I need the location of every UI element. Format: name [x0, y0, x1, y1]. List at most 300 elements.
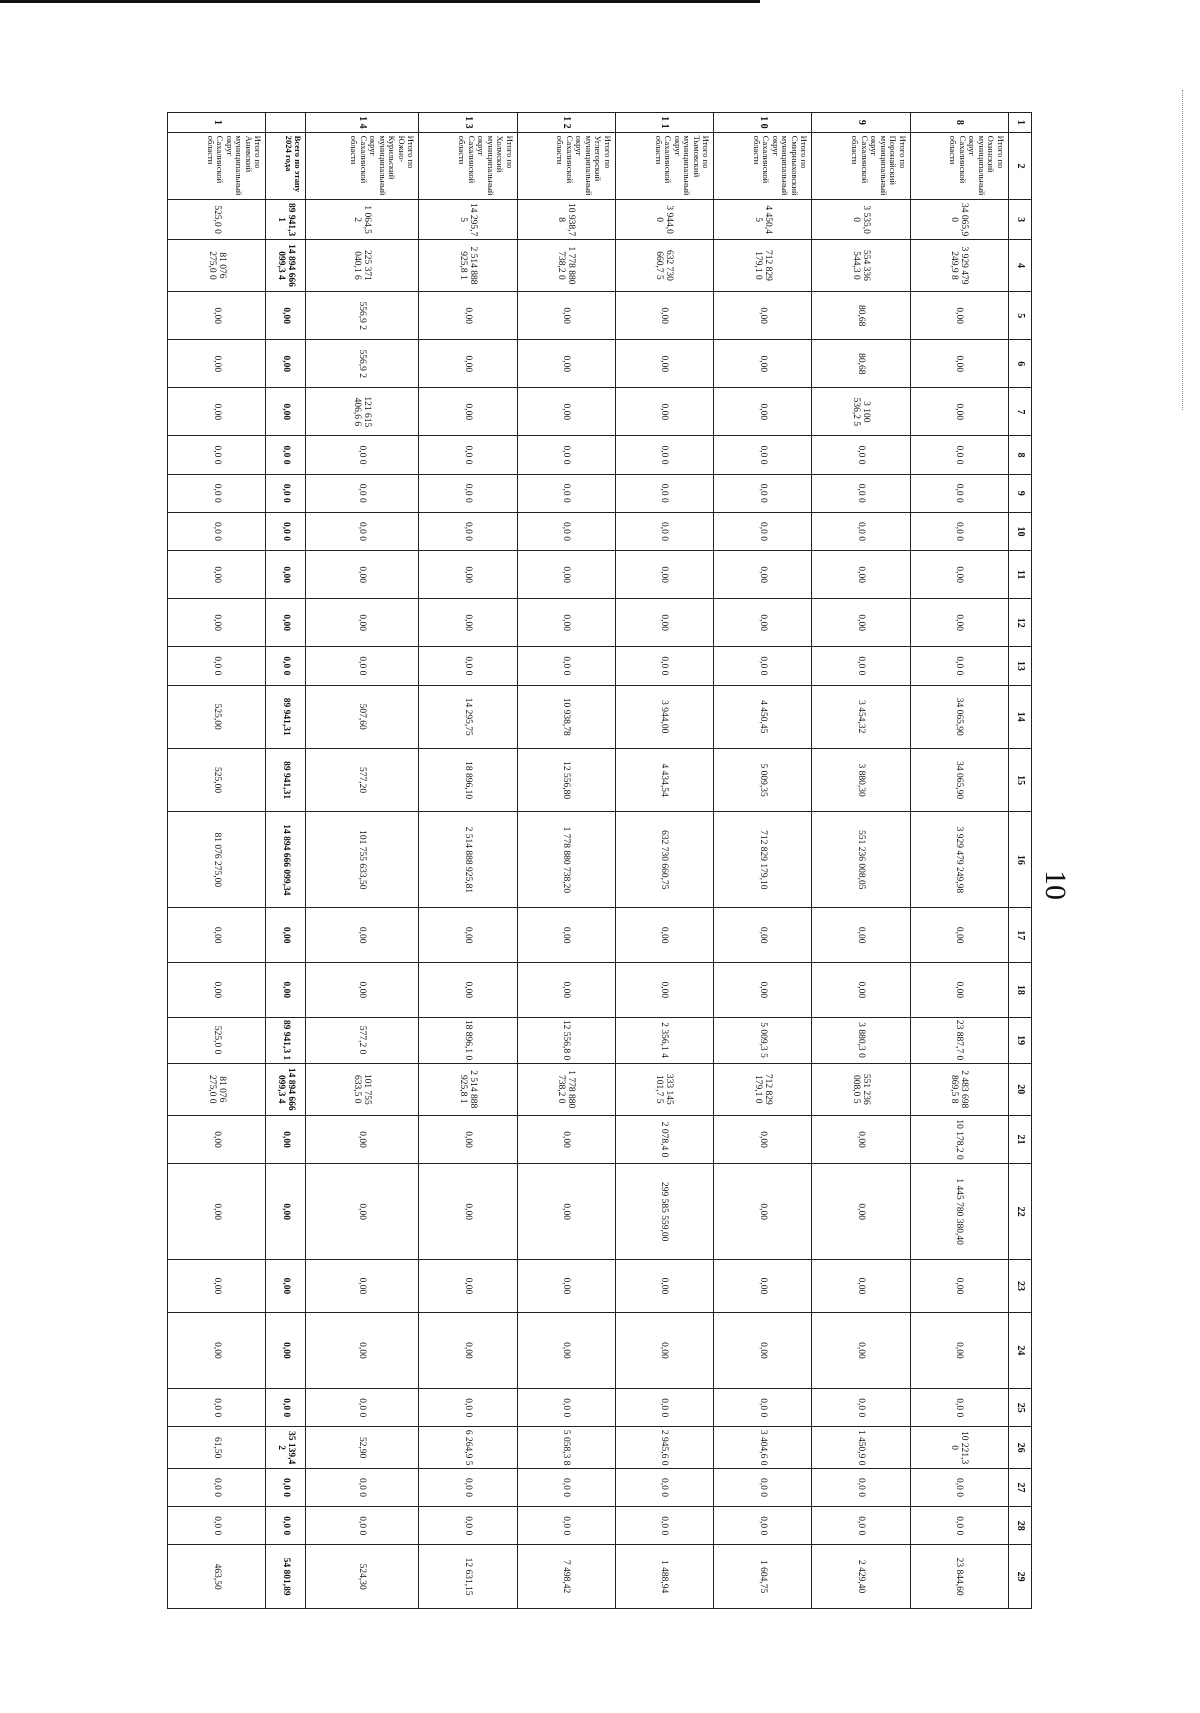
- value-cell: 525,0 0: [168, 200, 266, 239]
- value-cell: 0,0 0: [615, 474, 713, 512]
- value-cell: 0,00: [306, 1312, 419, 1388]
- value-cell: 0,0 0: [910, 436, 1008, 474]
- value-cell: 463,50: [168, 1545, 266, 1609]
- row-number-cell: [266, 113, 306, 133]
- value-cell: 0,00: [306, 1260, 419, 1312]
- value-cell: 4 450,45: [714, 685, 812, 748]
- value-cell: 0,0 0: [419, 1468, 517, 1506]
- value-cell: 2 514 888 925,8 1: [419, 1063, 517, 1115]
- column-number-cell: 25: [1009, 1389, 1032, 1427]
- value-cell: 0,0 0: [266, 647, 306, 685]
- value-cell: 6 264,9 5: [419, 1427, 517, 1469]
- district-name-cell: Итого по Охинский муниципальный округ Сахалинской области: [910, 132, 1008, 200]
- value-cell: 10 938,78: [517, 685, 615, 748]
- value-cell: 225 371 040,1 6: [306, 239, 419, 291]
- value-cell: 101 755 633,5 0: [306, 1063, 419, 1115]
- value-cell: 0,0 0: [615, 1389, 713, 1427]
- column-number-cell: 11: [1009, 551, 1032, 599]
- value-cell: 0,0 0: [266, 1468, 306, 1506]
- value-cell: 0,0 0: [517, 1468, 615, 1506]
- column-number-cell: 13: [1009, 647, 1032, 685]
- row-number-cell: 9: [812, 113, 910, 133]
- value-cell: 0,00: [714, 908, 812, 963]
- value-cell: 0,0 0: [812, 1389, 910, 1427]
- column-number-cell: 9: [1009, 474, 1032, 512]
- table-row: [168, 113, 266, 1609]
- row-number-cell: 1 4: [306, 113, 419, 133]
- value-cell: 0,00: [266, 1164, 306, 1260]
- value-cell: 0,0 0: [306, 1507, 419, 1545]
- table-body: [168, 113, 1032, 1609]
- column-number-cell: 5: [1009, 292, 1032, 340]
- value-cell: 0,0 0: [615, 436, 713, 474]
- value-cell: 525,00: [168, 748, 266, 811]
- district-name-cell: Итого по Тымовский муниципальный округ Сахалинской области: [615, 132, 713, 200]
- value-cell: 0,00: [306, 908, 419, 963]
- column-number-cell: 1: [1009, 113, 1032, 133]
- value-cell: 18 896,1 0: [419, 1017, 517, 1063]
- district-name-cell: Итого по Смирныховский муниципальный округ Сахалинской области: [714, 132, 812, 200]
- value-cell: 0,00: [910, 292, 1008, 340]
- value-cell: 121 615 406,6 6: [306, 388, 419, 436]
- value-cell: 0,0 0: [812, 436, 910, 474]
- column-number-cell: 21: [1009, 1115, 1032, 1163]
- value-cell: 0,0 0: [714, 1468, 812, 1506]
- value-cell: 1 778 880 738,20: [517, 812, 615, 908]
- value-cell: 0,00: [517, 1115, 615, 1163]
- table-rotation-wrapper: [167, 112, 1032, 1609]
- value-cell: 0,00: [714, 292, 812, 340]
- value-cell: 507,60: [306, 685, 419, 748]
- value-cell: 0,0 0: [266, 512, 306, 550]
- column-number-cell: 17: [1009, 908, 1032, 963]
- value-cell: 0,00: [266, 388, 306, 436]
- value-cell: 0,00: [812, 551, 910, 599]
- value-cell: 0,00: [266, 908, 306, 963]
- value-cell: 1 064,5 2: [306, 200, 419, 239]
- value-cell: 14 295,7 5: [419, 200, 517, 239]
- value-cell: 0,0 0: [306, 1468, 419, 1506]
- value-cell: 0,0 0: [714, 474, 812, 512]
- value-cell: 12 631,15: [419, 1545, 517, 1609]
- value-cell: 0,0 0: [615, 647, 713, 685]
- value-cell: 3 100 536,2 5: [812, 388, 910, 436]
- value-cell: 1 778 880 738,2 0: [517, 1063, 615, 1115]
- value-cell: 0,00: [714, 1260, 812, 1312]
- value-cell: 0,00: [812, 963, 910, 1018]
- value-cell: 0,0 0: [419, 512, 517, 550]
- value-cell: 0,00: [517, 388, 615, 436]
- value-cell: 3 929 479 249,9 8: [910, 239, 1008, 291]
- value-cell: 0,0 0: [517, 647, 615, 685]
- value-cell: 0,0 0: [306, 474, 419, 512]
- value-cell: 0,00: [266, 551, 306, 599]
- value-cell: 0,00: [714, 1312, 812, 1388]
- value-cell: 2 514 888 925,8 1: [419, 239, 517, 291]
- value-cell: 1 445 780 380,40: [910, 1164, 1008, 1260]
- value-cell: 0,00: [714, 599, 812, 647]
- value-cell: 0,0 0: [714, 1507, 812, 1545]
- value-cell: 0,00: [517, 551, 615, 599]
- value-cell: 34 065,90: [910, 748, 1008, 811]
- value-cell: 0,00: [615, 908, 713, 963]
- value-cell: 0,00: [266, 292, 306, 340]
- value-cell: 0,00: [615, 340, 713, 388]
- value-cell: 18 896,10: [419, 748, 517, 811]
- value-cell: 0,0 0: [306, 512, 419, 550]
- value-cell: 2 514 888 925,81: [419, 812, 517, 908]
- column-number-cell: 27: [1009, 1468, 1032, 1506]
- value-cell: 0,0 0: [419, 436, 517, 474]
- value-cell: 0,00: [517, 1312, 615, 1388]
- value-cell: 0,00: [419, 908, 517, 963]
- value-cell: 0,00: [714, 1164, 812, 1260]
- column-number-cell: 28: [1009, 1507, 1032, 1545]
- value-cell: 0,00: [910, 551, 1008, 599]
- column-number-cell: 4: [1009, 239, 1032, 291]
- value-cell: 0,0 0: [910, 647, 1008, 685]
- table-row: [306, 113, 419, 1609]
- value-cell: 0,00: [266, 1260, 306, 1312]
- value-cell: 14 295,75: [419, 685, 517, 748]
- value-cell: 3 404,6 0: [714, 1427, 812, 1469]
- district-name-cell: Итого по Холмский муниципальный округ Сахалинской области: [419, 132, 517, 200]
- value-cell: 10 178,2 0: [910, 1115, 1008, 1163]
- value-cell: 632 730 660,75: [615, 812, 713, 908]
- value-cell: 0,00: [615, 292, 713, 340]
- value-cell: 0,00: [812, 1164, 910, 1260]
- table-row: [266, 113, 306, 1609]
- value-cell: 1 450,9 0: [812, 1427, 910, 1469]
- value-cell: 0,00: [910, 1260, 1008, 1312]
- value-cell: 551 236 008,0 5: [812, 1063, 910, 1115]
- value-cell: 3 944,0 0: [615, 200, 713, 239]
- value-cell: 556,9 2: [306, 340, 419, 388]
- value-cell: 0,0 0: [714, 512, 812, 550]
- value-cell: 0,00: [615, 1312, 713, 1388]
- value-cell: 525,00: [168, 685, 266, 748]
- value-cell: 0,00: [266, 1312, 306, 1388]
- value-cell: 2 356,1 4: [615, 1017, 713, 1063]
- column-number-cell: 29: [1009, 1545, 1032, 1609]
- column-number-cell: 23: [1009, 1260, 1032, 1312]
- value-cell: 0,00: [266, 599, 306, 647]
- value-cell: 0,0 0: [168, 1468, 266, 1506]
- district-name-cell: Итого по Анивский муниципальный округ Сахалинской области: [168, 132, 266, 200]
- value-cell: 0,00: [517, 1164, 615, 1260]
- value-cell: 0,0 0: [910, 1468, 1008, 1506]
- value-cell: 0,00: [812, 908, 910, 963]
- value-cell: 0,0 0: [910, 474, 1008, 512]
- value-cell: 14 894 666 099,34: [266, 812, 306, 908]
- table-row: [812, 113, 910, 1609]
- value-cell: 0,00: [266, 1115, 306, 1163]
- table-row: [517, 113, 615, 1609]
- table-row: [419, 113, 517, 1609]
- value-cell: 3 454,32: [812, 685, 910, 748]
- value-cell: 0,00: [419, 963, 517, 1018]
- value-cell: 0,00: [714, 963, 812, 1018]
- value-cell: 0,00: [168, 1164, 266, 1260]
- column-number-cell: 2: [1009, 132, 1032, 200]
- value-cell: 5 009,35: [714, 748, 812, 811]
- value-cell: 89 941,31: [266, 685, 306, 748]
- column-number-cell: 24: [1009, 1312, 1032, 1388]
- table-row: [910, 113, 1008, 1609]
- value-cell: 0,00: [419, 1260, 517, 1312]
- scan-edge-marks: [1182, 90, 1191, 410]
- value-cell: 0,00: [266, 963, 306, 1018]
- value-cell: 0,00: [306, 551, 419, 599]
- value-cell: 0,00: [306, 599, 419, 647]
- value-cell: 0,0 0: [266, 436, 306, 474]
- value-cell: 5 009,3 5: [714, 1017, 812, 1063]
- value-cell: 0,00: [168, 908, 266, 963]
- value-cell: 0,00: [419, 292, 517, 340]
- value-cell: 0,0 0: [812, 1507, 910, 1545]
- value-cell: 0,00: [812, 599, 910, 647]
- page-number: 10: [1039, 870, 1072, 900]
- value-cell: 0,00: [168, 1260, 266, 1312]
- value-cell: 577,20: [306, 748, 419, 811]
- value-cell: 0,00: [517, 340, 615, 388]
- column-number-cell: 8: [1009, 436, 1032, 474]
- value-cell: 551 236 008,05: [812, 812, 910, 908]
- scan-top-line: [0, 0, 760, 3]
- value-cell: 0,00: [517, 963, 615, 1018]
- value-cell: 0,0 0: [812, 474, 910, 512]
- value-cell: 0,00: [168, 388, 266, 436]
- value-cell: 2 429,40: [812, 1545, 910, 1609]
- value-cell: 89 941,3 1: [266, 200, 306, 239]
- value-cell: 12 556,8 0: [517, 1017, 615, 1063]
- value-cell: 0,00: [306, 1164, 419, 1260]
- value-cell: 34 065,90: [910, 685, 1008, 748]
- value-cell: 0,00: [910, 1312, 1008, 1388]
- value-cell: 0,00: [517, 599, 615, 647]
- value-cell: 0,0 0: [517, 1389, 615, 1427]
- value-cell: 0,00: [517, 292, 615, 340]
- value-cell: 0,0 0: [266, 474, 306, 512]
- table-row: [615, 113, 713, 1609]
- column-number-cell: 10: [1009, 512, 1032, 550]
- value-cell: 3 535,0 0: [812, 200, 910, 239]
- value-cell: 0,0 0: [517, 436, 615, 474]
- value-cell: 0,0 0: [714, 436, 812, 474]
- district-name-cell: Всего по этапу 2024 года: [266, 132, 306, 200]
- value-cell: 0,0 0: [812, 512, 910, 550]
- value-cell: 0,00: [812, 1312, 910, 1388]
- value-cell: 14 894 666 099,3 4: [266, 239, 306, 291]
- column-number-cell: 6: [1009, 340, 1032, 388]
- value-cell: 0,0 0: [615, 512, 713, 550]
- value-cell: 0,0 0: [168, 474, 266, 512]
- value-cell: 0,00: [168, 1312, 266, 1388]
- value-cell: 0,0 0: [266, 1507, 306, 1545]
- value-cell: 0,00: [910, 340, 1008, 388]
- value-cell: 0,00: [615, 963, 713, 1018]
- value-cell: 0,00: [910, 599, 1008, 647]
- value-cell: 0,00: [714, 1115, 812, 1163]
- value-cell: 14 894 666 099,3 4: [266, 1063, 306, 1115]
- column-number-cell: 16: [1009, 812, 1032, 908]
- value-cell: 0,00: [306, 1115, 419, 1163]
- value-cell: 632 730 660,7 5: [615, 239, 713, 291]
- value-cell: 3 944,00: [615, 685, 713, 748]
- value-cell: 0,00: [910, 963, 1008, 1018]
- value-cell: 0,0 0: [419, 474, 517, 512]
- value-cell: 0,0 0: [517, 474, 615, 512]
- value-cell: 10 938,7 8: [517, 200, 615, 239]
- value-cell: 0,00: [419, 340, 517, 388]
- column-number-cell: 3: [1009, 200, 1032, 239]
- value-cell: 0,00: [615, 599, 713, 647]
- value-cell: 0,0 0: [517, 1507, 615, 1545]
- value-cell: 3 880,30: [812, 748, 910, 811]
- value-cell: 52,90: [306, 1427, 419, 1469]
- row-number-cell: 1 0: [714, 113, 812, 133]
- value-cell: 0,00: [517, 1260, 615, 1312]
- value-cell: 0,0 0: [168, 436, 266, 474]
- value-cell: 4 434,54: [615, 748, 713, 811]
- value-cell: 0,00: [714, 340, 812, 388]
- value-cell: 0,00: [419, 599, 517, 647]
- column-number-cell: 14: [1009, 685, 1032, 748]
- value-cell: 0,0 0: [306, 1389, 419, 1427]
- value-cell: 10 221,3 0: [910, 1427, 1008, 1469]
- value-cell: 0,00: [812, 1115, 910, 1163]
- value-cell: 0,00: [419, 1164, 517, 1260]
- value-cell: 2 945,6 0: [615, 1427, 713, 1469]
- value-cell: 0,0 0: [266, 1389, 306, 1427]
- value-cell: 0,00: [168, 551, 266, 599]
- value-cell: 524,30: [306, 1545, 419, 1609]
- value-cell: 35 139,4 2: [266, 1427, 306, 1469]
- value-cell: 0,00: [168, 1115, 266, 1163]
- row-number-cell: 8: [910, 113, 1008, 133]
- value-cell: 0,00: [306, 963, 419, 1018]
- value-cell: 0,00: [266, 340, 306, 388]
- value-cell: 0,0 0: [517, 512, 615, 550]
- value-cell: 89 941,3 1: [266, 1017, 306, 1063]
- value-cell: 0,00: [168, 963, 266, 1018]
- value-cell: 0,0 0: [615, 1507, 713, 1545]
- value-cell: 0,00: [910, 388, 1008, 436]
- row-number-cell: 1 2: [517, 113, 615, 133]
- value-cell: 1 604,75: [714, 1545, 812, 1609]
- district-name-cell: Итого по Углегорский муниципальный округ Сахалинской области: [517, 132, 615, 200]
- value-cell: 0,00: [168, 340, 266, 388]
- value-cell: 0,0 0: [306, 647, 419, 685]
- district-name-cell: Итого по Поронайский муниципальный округ Сахалинской области: [812, 132, 910, 200]
- value-cell: 0,00: [419, 388, 517, 436]
- value-cell: 3 880,3 0: [812, 1017, 910, 1063]
- value-cell: 0,0 0: [419, 1507, 517, 1545]
- value-cell: 0,0 0: [615, 1468, 713, 1506]
- value-cell: 0,00: [910, 908, 1008, 963]
- column-number-cell: 20: [1009, 1063, 1032, 1115]
- value-cell: 2 078,4 0: [615, 1115, 713, 1163]
- value-cell: 554 336 544,3 0: [812, 239, 910, 291]
- value-cell: 0,0 0: [812, 647, 910, 685]
- value-cell: 0,00: [419, 1312, 517, 1388]
- value-cell: 34 065,9 0: [910, 200, 1008, 239]
- column-number-cell: 26: [1009, 1427, 1032, 1469]
- value-cell: 0,00: [615, 1260, 713, 1312]
- value-cell: 81 076 275,0 0: [168, 1063, 266, 1115]
- value-cell: 0,00: [168, 599, 266, 647]
- value-cell: 4 450,4 5: [714, 200, 812, 239]
- value-cell: 81 076 275,0 0: [168, 239, 266, 291]
- data-table: [167, 112, 1032, 1609]
- value-cell: 556,9 2: [306, 292, 419, 340]
- value-cell: 577,2 0: [306, 1017, 419, 1063]
- value-cell: 0,00: [419, 1115, 517, 1163]
- value-cell: 0,00: [714, 388, 812, 436]
- value-cell: 0,0 0: [168, 1389, 266, 1427]
- value-cell: 0,00: [517, 908, 615, 963]
- value-cell: 0,0 0: [910, 512, 1008, 550]
- value-cell: 3 929 479 249,98: [910, 812, 1008, 908]
- row-number-cell: 1 3: [419, 113, 517, 133]
- value-cell: 0,0 0: [714, 1389, 812, 1427]
- value-cell: 5 058,3 8: [517, 1427, 615, 1469]
- value-cell: 0,00: [615, 551, 713, 599]
- column-number-row: [1009, 113, 1032, 1609]
- value-cell: 0,0 0: [419, 1389, 517, 1427]
- value-cell: 80,68: [812, 292, 910, 340]
- rotated-table-area: [167, 112, 1032, 1609]
- row-number-cell: 1 1: [615, 113, 713, 133]
- column-number-cell: 12: [1009, 599, 1032, 647]
- value-cell: 525,0 0: [168, 1017, 266, 1063]
- value-cell: 0,00: [714, 551, 812, 599]
- value-cell: 0,00: [812, 1260, 910, 1312]
- value-cell: 0,0 0: [419, 647, 517, 685]
- value-cell: 712 829 179,10: [714, 812, 812, 908]
- value-cell: 0,00: [419, 551, 517, 599]
- column-number-cell: 15: [1009, 748, 1032, 811]
- value-cell: 0,0 0: [168, 1507, 266, 1545]
- value-cell: 61,50: [168, 1427, 266, 1469]
- value-cell: 23 844,60: [910, 1545, 1008, 1609]
- value-cell: 0,0 0: [714, 647, 812, 685]
- value-cell: 54 801,89: [266, 1545, 306, 1609]
- district-name-cell: Итого по Южно-Курильский муниципальный округ Сахалинской области: [306, 132, 419, 200]
- value-cell: 0,00: [168, 292, 266, 340]
- column-number-cell: 7: [1009, 388, 1032, 436]
- table-row: [714, 113, 812, 1609]
- value-cell: 333 145 101,7 5: [615, 1063, 713, 1115]
- value-cell: 101 755 633,50: [306, 812, 419, 908]
- column-number-cell: 18: [1009, 963, 1032, 1018]
- value-cell: 0,0 0: [168, 512, 266, 550]
- value-cell: 0,0 0: [306, 436, 419, 474]
- value-cell: 299 585 559,00: [615, 1164, 713, 1260]
- value-cell: 1 778 880 738,2 0: [517, 239, 615, 291]
- value-cell: 712 829 179,1 0: [714, 239, 812, 291]
- value-cell: 712 829 179,1 0: [714, 1063, 812, 1115]
- value-cell: 7 498,42: [517, 1545, 615, 1609]
- value-cell: 23 887,7 0: [910, 1017, 1008, 1063]
- value-cell: 80,68: [812, 340, 910, 388]
- value-cell: 0,00: [615, 388, 713, 436]
- value-cell: 89 941,31: [266, 748, 306, 811]
- value-cell: 0,0 0: [168, 647, 266, 685]
- value-cell: 12 556,80: [517, 748, 615, 811]
- value-cell: 2 483 698 869,5 8: [910, 1063, 1008, 1115]
- row-number-cell: 1: [168, 113, 266, 133]
